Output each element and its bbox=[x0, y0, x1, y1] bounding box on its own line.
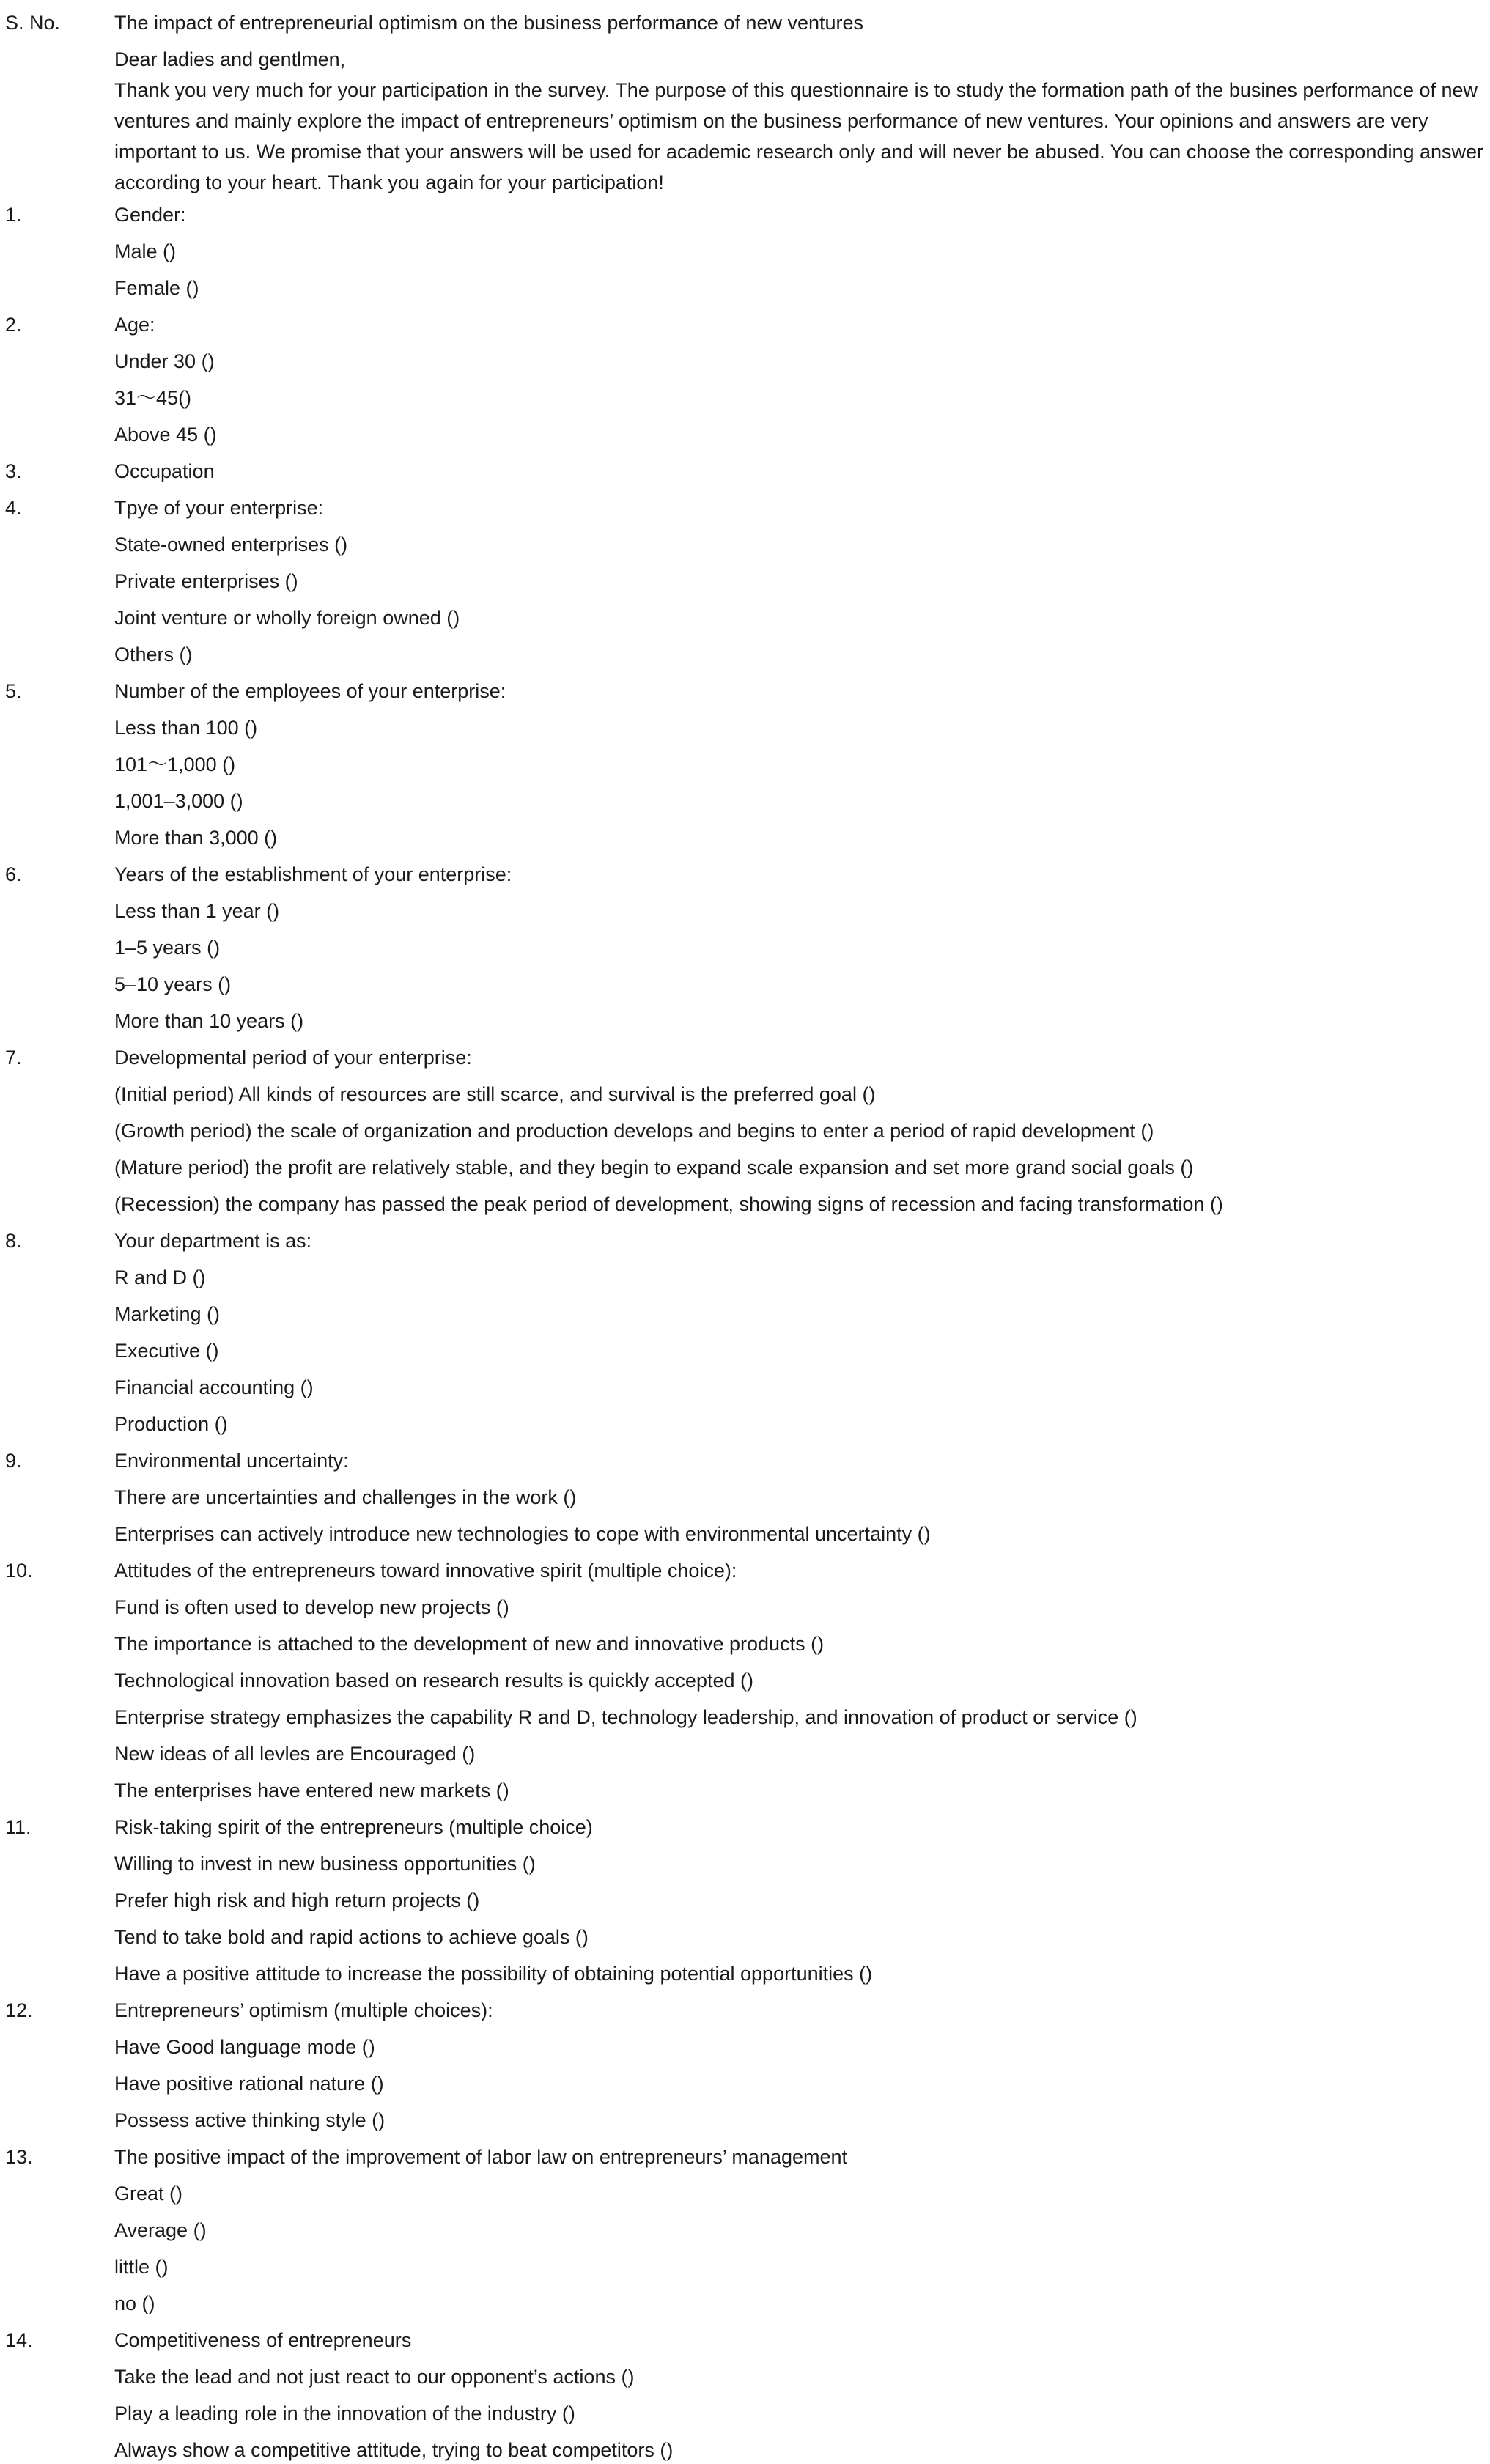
question-text: Attitudes of the entrepreneurs toward innovative spirit (multiple choice): bbox=[114, 1560, 737, 1582]
answer-option[interactable]: The importance is attached to the development of new and innovative products () bbox=[114, 1633, 825, 1655]
option-row bbox=[0, 2427, 1490, 2464]
option-row bbox=[0, 558, 1490, 595]
question-number: 14. bbox=[5, 2329, 33, 2351]
answer-option[interactable]: State-owned enterprises () bbox=[114, 534, 348, 556]
answer-option[interactable]: Joint venture or wholly foreign owned () bbox=[114, 607, 460, 629]
greeting-row bbox=[0, 37, 1490, 73]
sno-header: S. No. bbox=[5, 12, 61, 34]
question-number: 10. bbox=[5, 1560, 33, 1582]
answer-option[interactable]: Tend to take bold and rapid actions to achieve goals () bbox=[114, 1926, 589, 1948]
answer-option[interactable]: There are uncertainties and challenges in the work () bbox=[114, 1486, 577, 1508]
option-row bbox=[0, 778, 1490, 815]
option-row bbox=[0, 815, 1490, 852]
option-row bbox=[0, 2061, 1490, 2098]
option-row bbox=[0, 265, 1490, 302]
answer-option[interactable]: Above 45 () bbox=[114, 424, 217, 446]
answer-option[interactable]: Financial accounting () bbox=[114, 1376, 314, 1398]
question-row bbox=[0, 1804, 1490, 1841]
answer-option[interactable]: Willing to invest in new business opportunities () bbox=[114, 1853, 536, 1875]
question-number: 4. bbox=[5, 497, 22, 519]
answer-option[interactable]: Always show a competitive attitude, trying to beat competitors () bbox=[114, 2439, 674, 2461]
option-row bbox=[0, 1475, 1490, 1511]
question-row bbox=[0, 192, 1490, 229]
question-text: Number of the employees of your enterprise: bbox=[114, 680, 506, 702]
header-row bbox=[0, 0, 1490, 37]
answer-option[interactable]: (Growth period) the scale of organization and production develops and begins to enter a period of rapid development () bbox=[114, 1120, 1154, 1142]
answer-option[interactable]: Enterprise strategy emphasizes the capability R and D, technology leadership, and innovation of product or service () bbox=[114, 1706, 1137, 1728]
answer-option[interactable]: Play a leading role in the innovation of the industry () bbox=[114, 2402, 575, 2424]
question-number: 5. bbox=[5, 680, 22, 702]
option-row bbox=[0, 1181, 1490, 1218]
answer-option[interactable]: Prefer high risk and high return projects () bbox=[114, 1889, 480, 1911]
option-row bbox=[0, 1511, 1490, 1548]
question-number: 7. bbox=[5, 1047, 22, 1069]
intro-paragraph: Thank you very much for your participation in the survey. The purpose of this questionnaire is to study the formation path of the busines performance of new ventures and mainly explore the impact of entrepreneurs’ optimism on the business performance of new ventures. Your opinions and answers are very important to us. We promise that your answers will be used for academic research only and will never be abused. You can choose the corresponding answer according to your heart. Thank you again for your participation! bbox=[114, 79, 1484, 193]
question-row bbox=[0, 2134, 1490, 2171]
answer-option[interactable]: Private enterprises () bbox=[114, 570, 298, 592]
answer-option[interactable]: Executive () bbox=[114, 1340, 219, 1362]
option-row bbox=[0, 1401, 1490, 1438]
answer-option[interactable]: Others () bbox=[114, 643, 193, 665]
option-row bbox=[0, 925, 1490, 962]
option-row bbox=[0, 375, 1490, 412]
answer-option[interactable]: Have Good language mode () bbox=[114, 2036, 375, 2058]
question-row bbox=[0, 1988, 1490, 2024]
answer-option[interactable]: More than 10 years () bbox=[114, 1010, 304, 1032]
question-number: 9. bbox=[5, 1450, 22, 1472]
question-number: 13. bbox=[5, 2146, 33, 2168]
question-text: The positive impact of the improvement of labor law on entrepreneurs’ management bbox=[114, 2146, 848, 2168]
question-text: Gender: bbox=[114, 204, 186, 226]
option-row bbox=[0, 2244, 1490, 2281]
option-row bbox=[0, 1768, 1490, 1804]
option-row bbox=[0, 1108, 1490, 1145]
answer-option[interactable]: Possess active thinking style () bbox=[114, 2109, 386, 2131]
option-row bbox=[0, 1878, 1490, 1914]
option-row bbox=[0, 2391, 1490, 2427]
question-row bbox=[0, 852, 1490, 888]
answer-option[interactable]: More than 3,000 () bbox=[114, 827, 278, 849]
option-row bbox=[0, 1255, 1490, 1291]
answer-option[interactable]: (Mature period) the profit are relatively stable, and they begin to expand scale expansion and set more grand social goals () bbox=[114, 1157, 1194, 1178]
answer-option[interactable]: 5–10 years () bbox=[114, 973, 232, 995]
question-row bbox=[0, 1218, 1490, 1255]
question-text: Developmental period of your enterprise: bbox=[114, 1047, 472, 1069]
answer-option[interactable]: Male () bbox=[114, 240, 177, 262]
option-row bbox=[0, 412, 1490, 449]
answer-option[interactable]: Technological innovation based on research results is quickly accepted () bbox=[114, 1670, 753, 1692]
answer-option[interactable]: Under 30 () bbox=[114, 350, 215, 372]
question-text: Tpye of your enterprise: bbox=[114, 497, 324, 519]
option-row bbox=[0, 2354, 1490, 2391]
question-row bbox=[0, 449, 1490, 485]
answer-option[interactable]: Average () bbox=[114, 2219, 207, 2241]
question-text: Years of the establishment of your enterprise: bbox=[114, 863, 512, 885]
question-text: Your department is as: bbox=[114, 1230, 312, 1252]
option-row bbox=[0, 1621, 1490, 1658]
answer-option[interactable]: Female () bbox=[114, 277, 199, 299]
question-row bbox=[0, 1438, 1490, 1475]
option-row bbox=[0, 2171, 1490, 2207]
answer-option[interactable]: (Recession) the company has passed the peak period of development, showing signs of recession and facing transformation () bbox=[114, 1193, 1223, 1215]
option-row bbox=[0, 339, 1490, 375]
question-row bbox=[0, 302, 1490, 339]
option-row bbox=[0, 595, 1490, 632]
answer-option[interactable]: Marketing () bbox=[114, 1303, 221, 1325]
option-row bbox=[0, 1365, 1490, 1401]
option-row bbox=[0, 229, 1490, 265]
question-number: 3. bbox=[5, 460, 22, 482]
option-row bbox=[0, 998, 1490, 1035]
option-row bbox=[0, 1658, 1490, 1694]
question-number: 2. bbox=[5, 314, 22, 336]
option-row bbox=[0, 522, 1490, 558]
answer-option[interactable]: Take the lead and not just react to our opponent’s actions () bbox=[114, 2366, 635, 2388]
greeting: Dear ladies and gentlmen, bbox=[114, 48, 346, 70]
question-row bbox=[0, 2317, 1490, 2354]
question-text: Occupation bbox=[114, 460, 215, 482]
option-row bbox=[0, 1328, 1490, 1365]
answer-option[interactable]: Have a positive attitude to increase the possibility of obtaining potential opportunities () bbox=[114, 1963, 873, 1985]
option-row bbox=[0, 742, 1490, 778]
option-row bbox=[0, 1585, 1490, 1621]
answer-option[interactable]: Great () bbox=[114, 2183, 183, 2205]
answer-option[interactable]: R and D () bbox=[114, 1266, 206, 1288]
option-row bbox=[0, 1914, 1490, 1951]
question-number: 11. bbox=[5, 1816, 32, 1838]
option-row bbox=[0, 2098, 1490, 2134]
answer-option[interactable]: 101～1,000 () bbox=[114, 753, 236, 775]
answer-option[interactable]: Enterprises can actively introduce new technologies to cope with environmental uncertainty () bbox=[114, 1523, 931, 1545]
option-row bbox=[0, 962, 1490, 998]
answer-option[interactable]: Production () bbox=[114, 1413, 228, 1435]
option-row bbox=[0, 1951, 1490, 1988]
option-row bbox=[0, 2207, 1490, 2244]
option-row bbox=[0, 1145, 1490, 1181]
question-number: 12. bbox=[5, 1999, 33, 2021]
option-row bbox=[0, 888, 1490, 925]
question-row bbox=[0, 485, 1490, 522]
answer-option[interactable]: no () bbox=[114, 2293, 155, 2314]
answer-option[interactable]: 31～45() bbox=[114, 387, 192, 409]
option-row bbox=[0, 2024, 1490, 2061]
question-text: Environmental uncertainty: bbox=[114, 1450, 349, 1472]
question-number: 6. bbox=[5, 863, 22, 885]
option-row bbox=[0, 1694, 1490, 1731]
question-number: 8. bbox=[5, 1230, 22, 1252]
option-row bbox=[0, 1291, 1490, 1328]
answer-option[interactable]: 1–5 years () bbox=[114, 937, 221, 959]
answer-option[interactable]: 1,001–3,000 () bbox=[114, 790, 243, 812]
answer-option[interactable]: Less than 1 year () bbox=[114, 900, 280, 922]
question-row bbox=[0, 1548, 1490, 1585]
option-row bbox=[0, 705, 1490, 742]
question-number: 1. bbox=[5, 204, 22, 226]
question-row bbox=[0, 668, 1490, 705]
answer-option[interactable]: Less than 100 () bbox=[114, 717, 258, 739]
answer-option[interactable]: New ideas of all levles are Encouraged () bbox=[114, 1743, 476, 1765]
answer-option[interactable]: The enterprises have entered new markets () bbox=[114, 1779, 509, 1801]
option-row bbox=[0, 1731, 1490, 1768]
answer-option[interactable]: Fund is often used to develop new projects () bbox=[114, 1596, 509, 1618]
option-row bbox=[0, 2281, 1490, 2317]
option-row bbox=[0, 632, 1490, 668]
answer-option[interactable]: little () bbox=[114, 2256, 169, 2278]
question-text: Competitiveness of entrepreneurs bbox=[114, 2329, 412, 2351]
option-row bbox=[0, 1841, 1490, 1878]
question-row bbox=[0, 1035, 1490, 1071]
document-title: The impact of entrepreneurial optimism on the business performance of new ventures bbox=[114, 12, 864, 34]
question-text: Entrepreneurs’ optimism (multiple choices): bbox=[114, 1999, 493, 2021]
answer-option[interactable]: (Initial period) All kinds of resources are still scarce, and survival is the preferred goal () bbox=[114, 1083, 876, 1105]
question-text: Risk-taking spirit of the entrepreneurs (multiple choice) bbox=[114, 1816, 593, 1838]
answer-option[interactable]: Have positive rational nature () bbox=[114, 2073, 384, 2095]
option-row bbox=[0, 1071, 1490, 1108]
question-text: Age: bbox=[114, 314, 155, 336]
